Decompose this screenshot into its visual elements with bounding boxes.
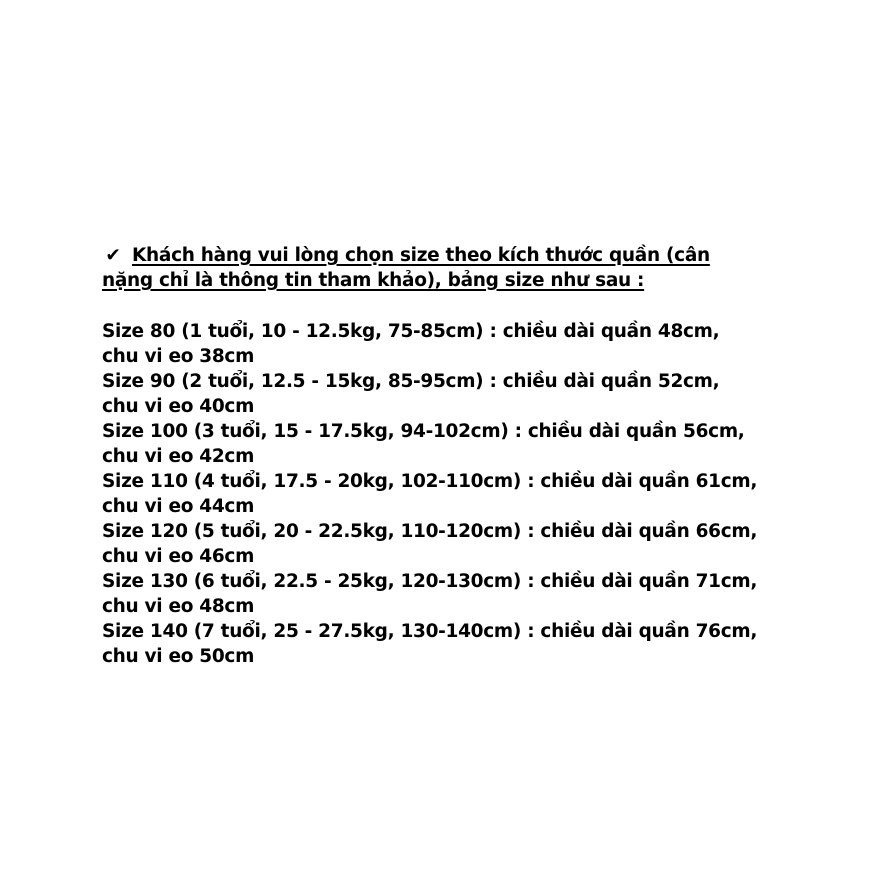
size-item-line2: chu vi eo 42cm <box>102 446 255 467</box>
size-item-100 <box>102 419 802 469</box>
notice-text-line1: Khách hàng vui lòng chọn size theo kích thước quần (cân <box>132 245 710 266</box>
size-item-90 <box>102 369 802 419</box>
size-item-line1: Size 140 (7 tuổi, 25 - 27.5kg, 130-140cm) : chiều dài quần 76cm, <box>102 621 758 642</box>
size-item-110 <box>102 469 802 519</box>
notice-text-line2: nặng chỉ là thông tin tham khảo), bảng size như sau : <box>102 270 645 291</box>
size-list <box>102 319 802 669</box>
size-item-line1: Size 110 (4 tuổi, 17.5 - 20kg, 102-110cm) : chiều dài quần 61cm, <box>102 471 758 492</box>
size-guide-document <box>102 243 802 669</box>
size-item-line1: Size 130 (6 tuổi, 22.5 - 25kg, 120-130cm) : chiều dài quần 71cm, <box>102 571 758 592</box>
size-item-140 <box>102 619 802 669</box>
size-guide-notice <box>102 243 802 293</box>
size-item-line1: Size 90 (2 tuổi, 12.5 - 15kg, 85-95cm) : chiều dài quần 52cm, <box>102 371 720 392</box>
size-item-80 <box>102 319 802 369</box>
size-item-line2: chu vi eo 38cm <box>102 346 255 367</box>
size-item-line1: Size 120 (5 tuổi, 20 - 22.5kg, 110-120cm) : chiều dài quần 66cm, <box>102 521 758 542</box>
size-item-line2: chu vi eo 46cm <box>102 546 255 567</box>
size-item-line2: chu vi eo 48cm <box>102 596 255 617</box>
size-item-line2: chu vi eo 44cm <box>102 496 255 517</box>
size-item-line2: chu vi eo 40cm <box>102 396 255 417</box>
size-item-120 <box>102 519 802 569</box>
size-item-line2: chu vi eo 50cm <box>102 646 255 667</box>
size-item-line1: Size 100 (3 tuổi, 15 - 17.5kg, 94-102cm) : chiều dài quần 56cm, <box>102 421 745 442</box>
spacer <box>102 293 802 319</box>
size-item-line1: Size 80 (1 tuổi, 10 - 12.5kg, 75-85cm) : chiều dài quần 48cm, <box>102 321 720 342</box>
size-item-130 <box>102 569 802 619</box>
check-mark-icon: ✔ <box>105 245 121 266</box>
